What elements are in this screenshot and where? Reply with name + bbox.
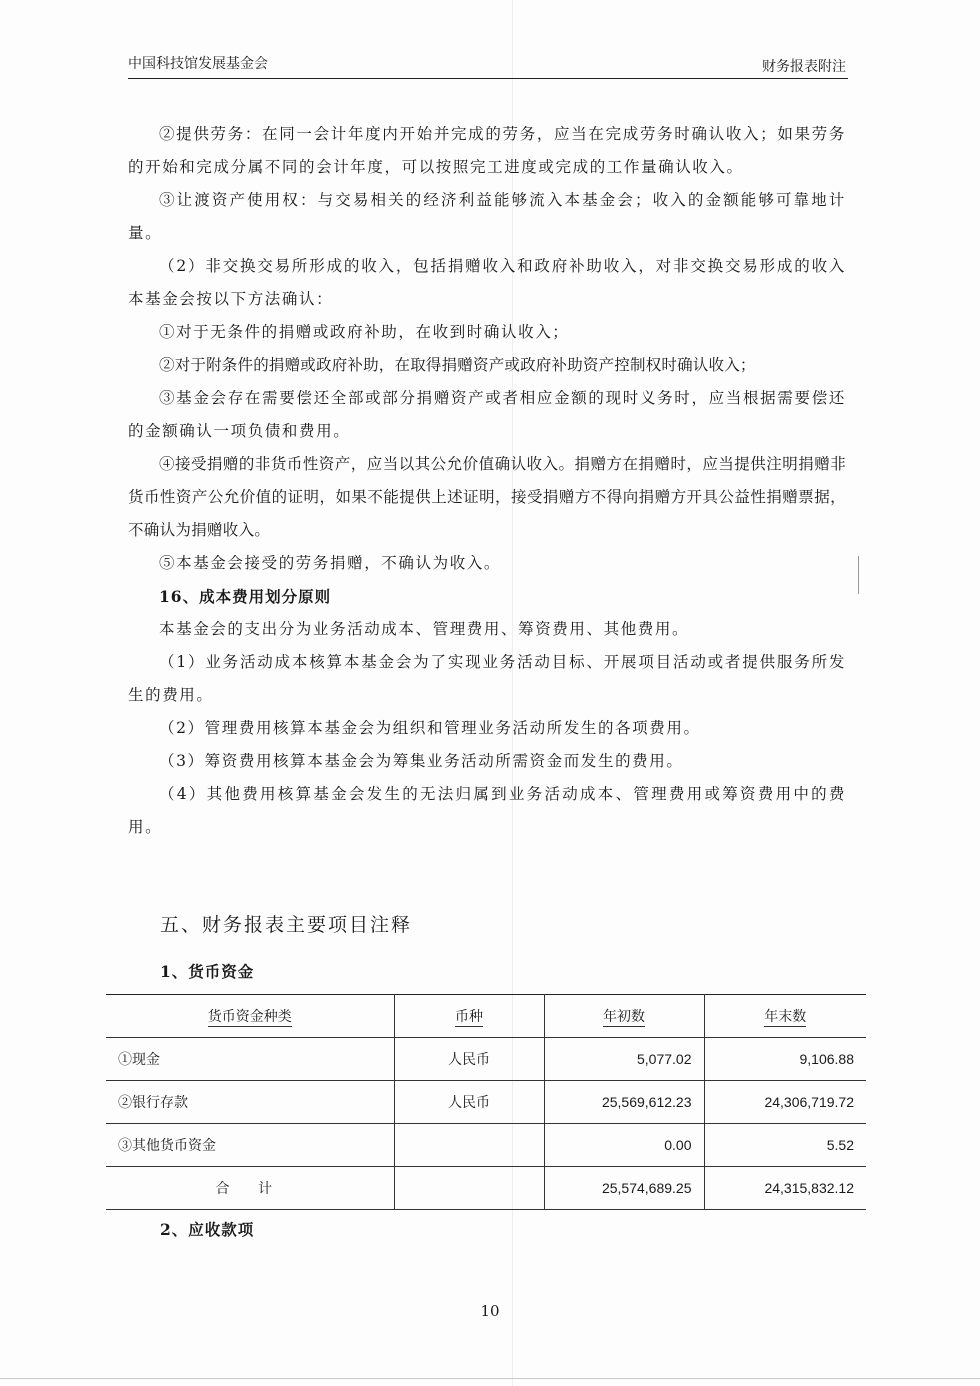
paragraph: ③基金会存在需要偿还全部或部分捐赠资产或者相应金额的现时义务时，应当根据需要偿还的金额确认一项负债和费用。 (128, 389, 846, 440)
paragraph: ③让渡资产使用权：与交易相关的经济利益能够流入本基金会；收入的金额能够可靠地计量。 (128, 191, 846, 242)
total-label: 合 计 (106, 1167, 394, 1210)
paragraph: （3）筹资费用核算本基金会为筹集业务活动所需资金而发生的费用。 (159, 752, 684, 770)
paragraph: （2）非交换交易所形成的收入，包括捐赠收入和政府补助收入，对非交换交易形成的收入本基金会按以下方法确认： (128, 257, 846, 308)
column-header: 币种 (394, 995, 544, 1038)
table-total-row (106, 1167, 866, 1210)
paragraph: ②对于附条件的捐赠或政府补助，在取得捐赠资产或政府补助资产控制权时确认收入； (159, 356, 756, 374)
table-header-row (106, 995, 866, 1038)
subsection-title: 1、货币资金 (160, 962, 255, 981)
header-org: 中国科技馆发展基金会 (128, 56, 268, 72)
row-end: 24,306,719.72 (704, 1081, 866, 1124)
page-number: 10 (480, 1302, 500, 1320)
row-currency (394, 1124, 544, 1167)
paragraph: （4）其他费用核算基金会发生的无法归属到业务活动成本、管理费用或筹资费用中的费用。 (128, 785, 846, 836)
row-name: ③其他货币资金 (106, 1124, 394, 1167)
total-currency (394, 1167, 544, 1210)
header-doc-title: 财务报表附注 (762, 59, 846, 75)
cash-table (106, 994, 866, 1210)
table-row (106, 1081, 866, 1124)
row-name: ②银行存款 (106, 1081, 394, 1124)
column-header: 货币资金种类 (106, 995, 394, 1038)
row-end: 9,106.88 (704, 1038, 866, 1081)
subsection-title: 2、应收款项 (160, 1220, 255, 1239)
row-name: ①现金 (106, 1038, 394, 1081)
page-header (128, 50, 848, 79)
paragraph: 本基金会的支出分为业务活动成本、管理费用、筹资费用、其他费用。 (159, 620, 690, 638)
row-begin: 0.00 (544, 1124, 704, 1167)
body-text (128, 118, 846, 844)
row-currency: 人民币 (394, 1081, 544, 1124)
column-header: 年初数 (544, 995, 704, 1038)
row-end: 5.52 (704, 1124, 866, 1167)
column-header: 年末数 (704, 995, 866, 1038)
scan-edge-line (0, 1378, 980, 1379)
table-row (106, 1124, 866, 1167)
paragraph: ④接受捐赠的非货币性资产，应当以其公允价值确认收入。捐赠方在捐赠时，应当提供注明捐赠非货币性资产公允价值的证明，如果不能提供上述证明，接受捐赠方不得向捐赠方开具公益性捐赠票据，不确认为捐赠收入。 (128, 455, 846, 539)
paragraph: （2）管理费用核算本基金会为组织和管理业务活动所发生的各项费用。 (159, 719, 701, 737)
table-row (106, 1038, 866, 1081)
paragraph: ①对于无条件的捐赠或政府补助，在收到时确认收入； (159, 323, 570, 341)
row-begin: 5,077.02 (544, 1038, 704, 1081)
subsection-heading: 16、成本费用划分原则 (159, 587, 332, 606)
paragraph: （1）业务活动成本核算本基金会为了实现业务活动目标、开展项目活动或者提供服务所发生的费用。 (128, 653, 846, 704)
scan-margin-mark (858, 556, 859, 594)
row-begin: 25,569,612.23 (544, 1081, 704, 1124)
paragraph: ⑤本基金会接受的劳务捐赠，不确认为收入。 (159, 554, 502, 572)
section-title: 五、财务报表主要项目注释 (160, 914, 413, 936)
total-begin: 25,574,689.25 (544, 1167, 704, 1210)
total-end: 24,315,832.12 (704, 1167, 866, 1210)
row-currency: 人民币 (394, 1038, 544, 1081)
paragraph: ②提供劳务：在同一会计年度内开始并完成的劳务，应当在完成劳务时确认收入；如果劳务的开始和完成分属不同的会计年度，可以按照完工进度或完成的工作量确认收入。 (128, 125, 846, 176)
